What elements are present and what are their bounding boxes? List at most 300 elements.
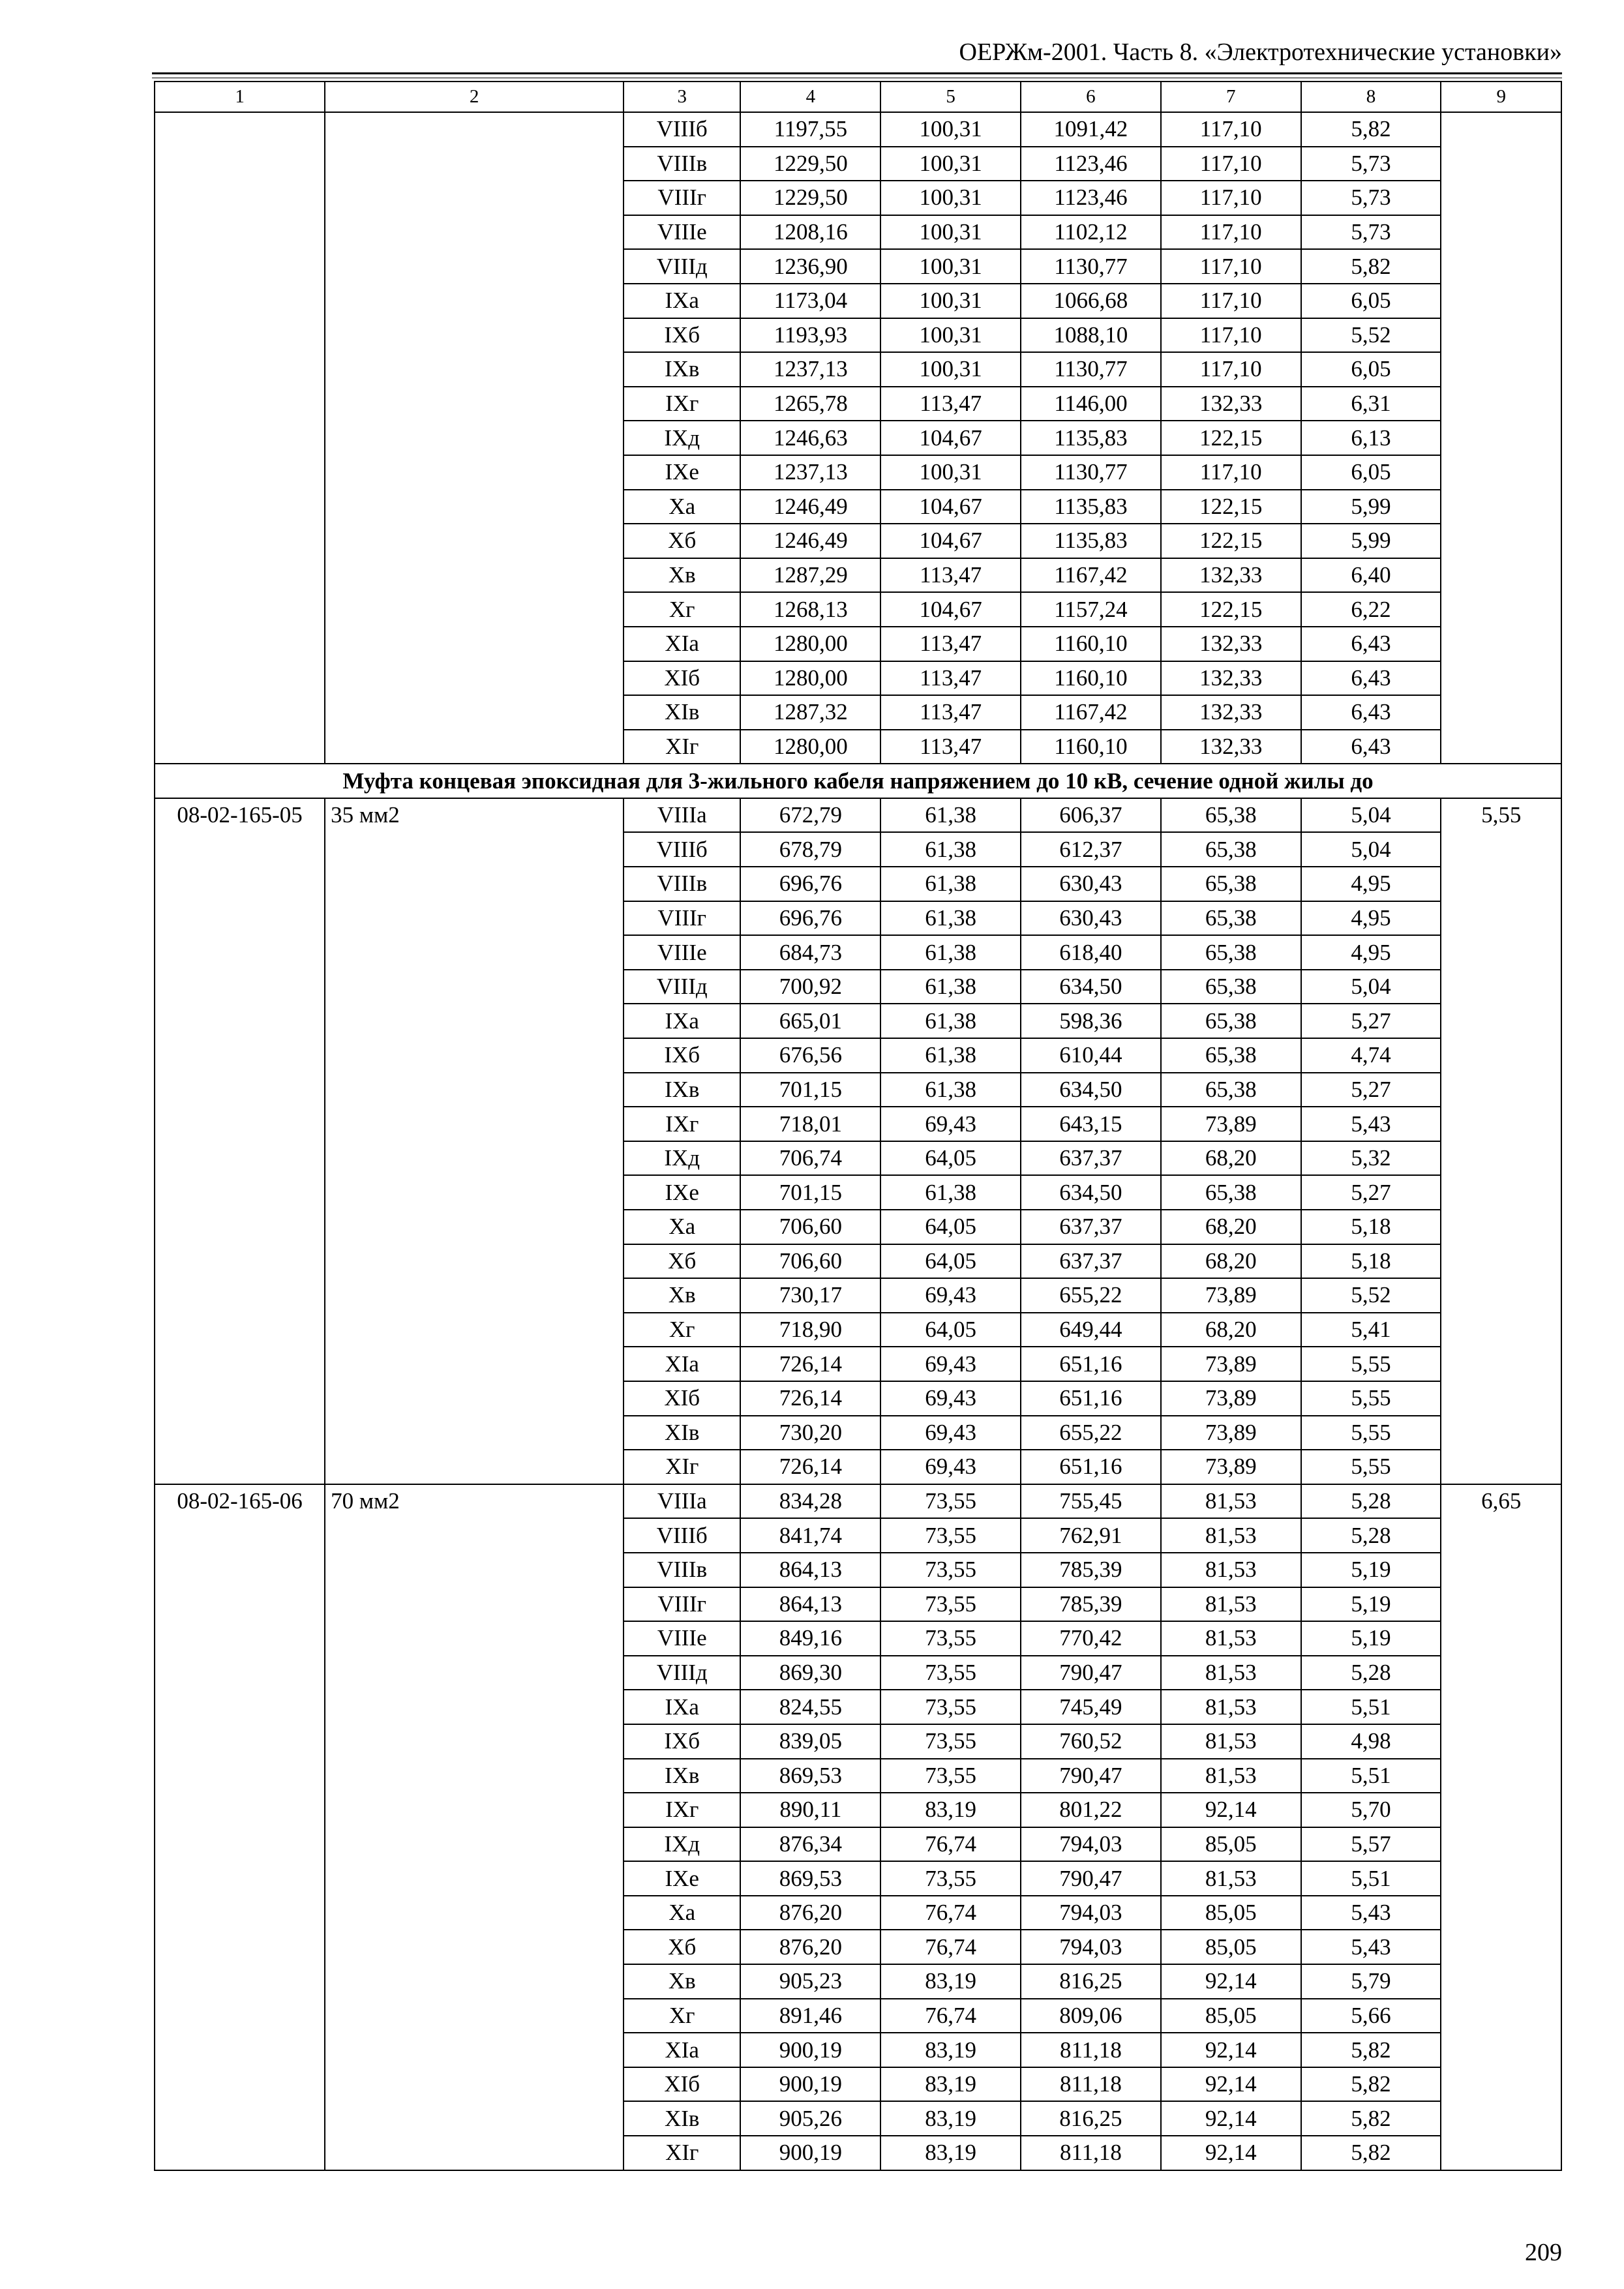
materials-cell: 651,16 [1021,1450,1161,1484]
wage-cell: 61,38 [880,1073,1021,1107]
labor-cell: 5,82 [1301,2033,1441,2067]
materials-cell: 637,37 [1021,1141,1161,1176]
zone-cell: Xа [624,1210,740,1244]
labor-cell: 5,27 [1301,1175,1441,1210]
wage-cell: 73,55 [880,1484,1021,1519]
zone-cell: Xб [624,524,740,558]
zone-cell: Xб [624,1930,740,1964]
labor-cell: 5,55 [1301,1416,1441,1450]
total-cost-cell: 1197,55 [740,112,880,147]
wage-cell: 100,31 [880,318,1021,353]
labor-cell: 6,05 [1301,455,1441,490]
zone-cell: VIIIв [624,867,740,901]
machinists-wage-cell: 65,38 [1161,1175,1301,1210]
machinists-wage-cell: 81,53 [1161,1861,1301,1896]
materials-cell: 634,50 [1021,970,1161,1004]
zone-cell: XIв [624,695,740,730]
machinists-wage-cell: 92,14 [1161,2033,1301,2067]
materials-cell: 630,43 [1021,901,1161,936]
total-cost-cell: 726,14 [740,1450,880,1484]
materials-cell: 649,44 [1021,1313,1161,1347]
materials-cell: 598,36 [1021,1004,1161,1038]
total-cost-cell: 676,56 [740,1038,880,1073]
total-cost-cell: 890,11 [740,1793,880,1827]
header-rule [152,72,1562,74]
column-number: 2 [325,82,624,112]
zone-cell: IXе [624,455,740,490]
materials-cell: 816,25 [1021,1964,1161,1999]
labor-cell: 5,04 [1301,798,1441,833]
wage-cell: 73,55 [880,1724,1021,1759]
total-cost-cell: 700,92 [740,970,880,1004]
labor-cell: 6,43 [1301,661,1441,696]
total-cost-cell: 869,30 [740,1656,880,1690]
zone-cell: Xа [624,490,740,524]
total-cost-cell: 1229,50 [740,181,880,215]
labor-cell: 5,28 [1301,1518,1441,1553]
machinists-wage-cell: 73,89 [1161,1278,1301,1313]
materials-cell: 770,42 [1021,1621,1161,1656]
zone-cell: XIб [624,2067,740,2102]
labor-cell: 5,43 [1301,1107,1441,1141]
zone-cell: VIIIб [624,1518,740,1553]
wage-cell: 73,55 [880,1656,1021,1690]
column-number: 5 [880,82,1021,112]
machinists-wage-cell: 92,14 [1161,2101,1301,2136]
materials-cell: 637,37 [1021,1210,1161,1244]
zone-cell: VIIIе [624,215,740,250]
machinists-wage-cell: 65,38 [1161,798,1301,833]
zone-cell: IXб [624,1724,740,1759]
wage-cell: 64,05 [880,1244,1021,1279]
materials-cell: 1135,83 [1021,490,1161,524]
zone-cell: XIа [624,1347,740,1381]
materials-cell: 651,16 [1021,1381,1161,1416]
materials-cell: 610,44 [1021,1038,1161,1073]
zone-cell: IXа [624,1690,740,1724]
labor-cell: 5,52 [1301,1278,1441,1313]
materials-cell: 790,47 [1021,1759,1161,1793]
zone-cell: XIг [624,2136,740,2170]
labor-cell: 4,98 [1301,1724,1441,1759]
col9-value: 5,55 [1441,798,1561,1484]
zone-cell: VIIIг [624,901,740,936]
machinists-wage-cell: 117,10 [1161,455,1301,490]
total-cost-cell: 672,79 [740,798,880,833]
zone-cell: IXг [624,1107,740,1141]
rate-code: 08-02-165-05 [155,798,325,1484]
zone-cell: IXв [624,1073,740,1107]
wage-cell: 83,19 [880,2136,1021,2170]
total-cost-cell: 1236,90 [740,249,880,284]
table-body [155,82,1561,2170]
materials-cell: 1091,42 [1021,112,1161,147]
materials-cell: 811,18 [1021,2033,1161,2067]
machinists-wage-cell: 81,53 [1161,1724,1301,1759]
wage-cell: 61,38 [880,832,1021,867]
machinists-wage-cell: 132,33 [1161,695,1301,730]
table-row [155,1484,1561,1519]
wage-cell: 73,55 [880,1587,1021,1622]
materials-cell: 1123,46 [1021,181,1161,215]
wage-cell: 104,67 [880,421,1021,455]
zone-cell: IXа [624,284,740,318]
total-cost-cell: 1246,63 [740,421,880,455]
zone-cell: IXв [624,1759,740,1793]
labor-cell: 6,13 [1301,421,1441,455]
zone-cell: IXд [624,1827,740,1862]
wage-cell: 104,67 [880,592,1021,627]
machinists-wage-cell: 81,53 [1161,1759,1301,1793]
wage-cell: 61,38 [880,970,1021,1004]
machinists-wage-cell: 132,33 [1161,627,1301,661]
total-cost-cell: 706,60 [740,1244,880,1279]
labor-cell: 4,95 [1301,867,1441,901]
total-cost-cell: 905,26 [740,2101,880,2136]
labor-cell: 5,27 [1301,1073,1441,1107]
machinists-wage-cell: 122,15 [1161,490,1301,524]
wage-cell: 83,19 [880,2101,1021,2136]
table-row [155,112,1561,147]
wage-cell: 61,38 [880,1004,1021,1038]
zone-cell: XIг [624,730,740,764]
total-cost-cell: 1265,78 [740,387,880,421]
materials-cell: 637,37 [1021,1244,1161,1279]
labor-cell: 6,43 [1301,730,1441,764]
wage-cell: 69,43 [880,1381,1021,1416]
labor-cell: 5,18 [1301,1210,1441,1244]
zone-cell: VIIIб [624,112,740,147]
materials-cell: 1160,10 [1021,661,1161,696]
wage-cell: 61,38 [880,935,1021,970]
total-cost-cell: 696,76 [740,867,880,901]
wage-cell: 113,47 [880,730,1021,764]
wage-cell: 83,19 [880,2033,1021,2067]
rates-table [154,81,1562,2171]
wage-cell: 69,43 [880,1107,1021,1141]
wage-cell: 100,31 [880,284,1021,318]
total-cost-cell: 726,14 [740,1347,880,1381]
materials-cell: 630,43 [1021,867,1161,901]
zone-cell: Xа [624,1896,740,1930]
total-cost-cell: 1268,13 [740,592,880,627]
zone-cell: VIIIд [624,970,740,1004]
zone-cell: IXг [624,387,740,421]
machinists-wage-cell: 85,05 [1161,1999,1301,2033]
labor-cell: 5,79 [1301,1964,1441,1999]
zone-cell: Xв [624,1278,740,1313]
machinists-wage-cell: 65,38 [1161,901,1301,936]
machinists-wage-cell: 122,15 [1161,421,1301,455]
column-number: 7 [1161,82,1301,112]
total-cost-cell: 905,23 [740,1964,880,1999]
wage-cell: 69,43 [880,1450,1021,1484]
machinists-wage-cell: 117,10 [1161,352,1301,387]
zone-cell: IXб [624,1038,740,1073]
materials-cell: 618,40 [1021,935,1161,970]
wage-cell: 76,74 [880,1896,1021,1930]
materials-cell: 1160,10 [1021,730,1161,764]
total-cost-cell: 665,01 [740,1004,880,1038]
wage-cell: 76,74 [880,1930,1021,1964]
section-row [155,764,1561,798]
materials-cell: 794,03 [1021,1827,1161,1862]
labor-cell: 5,73 [1301,215,1441,250]
machinists-wage-cell: 81,53 [1161,1587,1301,1622]
machinists-wage-cell: 92,14 [1161,1964,1301,1999]
machinists-wage-cell: 81,53 [1161,1690,1301,1724]
machinists-wage-cell: 65,38 [1161,935,1301,970]
machinists-wage-cell: 65,38 [1161,867,1301,901]
machinists-wage-cell: 81,53 [1161,1621,1301,1656]
labor-cell: 5,55 [1301,1381,1441,1416]
machinists-wage-cell: 65,38 [1161,1038,1301,1073]
materials-cell: 1167,42 [1021,558,1161,593]
total-cost-cell: 1193,93 [740,318,880,353]
wage-cell: 100,31 [880,215,1021,250]
col9-value: 6,65 [1441,1484,1561,2170]
labor-cell: 6,05 [1301,284,1441,318]
zone-cell: VIIIе [624,935,740,970]
rate-code: 08-02-165-06 [155,1484,325,2170]
labor-cell: 4,74 [1301,1038,1441,1073]
labor-cell: 5,43 [1301,1930,1441,1964]
machinists-wage-cell: 92,14 [1161,2136,1301,2170]
wage-cell: 83,19 [880,1793,1021,1827]
total-cost-cell: 824,55 [740,1690,880,1724]
labor-cell: 5,73 [1301,181,1441,215]
labor-cell: 5,82 [1301,112,1441,147]
materials-cell: 816,25 [1021,2101,1161,2136]
labor-cell: 5,51 [1301,1690,1441,1724]
machinists-wage-cell: 132,33 [1161,661,1301,696]
machinists-wage-cell: 65,38 [1161,970,1301,1004]
machinists-wage-cell: 132,33 [1161,387,1301,421]
materials-cell: 1160,10 [1021,627,1161,661]
materials-cell: 801,22 [1021,1793,1161,1827]
machinists-wage-cell: 92,14 [1161,2067,1301,2102]
wage-cell: 104,67 [880,490,1021,524]
materials-cell: 1130,77 [1021,455,1161,490]
materials-cell: 643,15 [1021,1107,1161,1141]
wage-cell: 113,47 [880,558,1021,593]
materials-cell: 1135,83 [1021,524,1161,558]
machinists-wage-cell: 73,89 [1161,1347,1301,1381]
zone-cell: VIIIд [624,1656,740,1690]
column-number: 4 [740,82,880,112]
zone-cell: VIIIе [624,1621,740,1656]
labor-cell: 6,43 [1301,695,1441,730]
zone-cell: XIв [624,2101,740,2136]
total-cost-cell: 900,19 [740,2067,880,2102]
labor-cell: 5,28 [1301,1484,1441,1519]
machinists-wage-cell: 85,05 [1161,1827,1301,1862]
zone-cell: VIIIб [624,832,740,867]
column-number: 9 [1441,82,1561,112]
machinists-wage-cell: 117,10 [1161,181,1301,215]
wage-cell: 64,05 [880,1313,1021,1347]
labor-cell: 5,55 [1301,1347,1441,1381]
labor-cell: 6,31 [1301,387,1441,421]
machinists-wage-cell: 81,53 [1161,1656,1301,1690]
total-cost-cell: 1173,04 [740,284,880,318]
total-cost-cell: 891,46 [740,1999,880,2033]
table-row [155,798,1561,833]
materials-cell: 809,06 [1021,1999,1161,2033]
zone-cell: VIIIд [624,249,740,284]
total-cost-cell: 849,16 [740,1621,880,1656]
zone-cell: XIг [624,1450,740,1484]
materials-cell: 1123,46 [1021,147,1161,181]
wage-cell: 76,74 [880,1999,1021,2033]
wage-cell: 61,38 [880,867,1021,901]
column-number: 1 [155,82,325,112]
total-cost-cell: 839,05 [740,1724,880,1759]
zone-cell: Xв [624,1964,740,1999]
total-cost-cell: 876,20 [740,1930,880,1964]
total-cost-cell: 706,74 [740,1141,880,1176]
labor-cell: 6,05 [1301,352,1441,387]
machinists-wage-cell: 132,33 [1161,730,1301,764]
wage-cell: 73,55 [880,1690,1021,1724]
total-cost-cell: 1237,13 [740,352,880,387]
machinists-wage-cell: 92,14 [1161,1793,1301,1827]
machinists-wage-cell: 117,10 [1161,147,1301,181]
total-cost-cell: 701,15 [740,1175,880,1210]
labor-cell: 5,19 [1301,1587,1441,1622]
machinists-wage-cell: 85,05 [1161,1896,1301,1930]
total-cost-cell: 1280,00 [740,730,880,764]
wage-cell: 61,38 [880,798,1021,833]
total-cost-cell: 701,15 [740,1073,880,1107]
total-cost-cell: 1287,32 [740,695,880,730]
labor-cell: 5,99 [1301,490,1441,524]
total-cost-cell: 1246,49 [740,490,880,524]
total-cost-cell: 876,34 [740,1827,880,1862]
total-cost-cell: 1280,00 [740,661,880,696]
zone-cell: IXд [624,1141,740,1176]
machinists-wage-cell: 117,10 [1161,318,1301,353]
total-cost-cell: 684,73 [740,935,880,970]
wage-cell: 83,19 [880,1964,1021,1999]
machinists-wage-cell: 73,89 [1161,1450,1301,1484]
machinists-wage-cell: 68,20 [1161,1244,1301,1279]
total-cost-cell: 730,17 [740,1278,880,1313]
rate-code [155,112,325,764]
total-cost-cell: 869,53 [740,1759,880,1793]
materials-cell: 1130,77 [1021,249,1161,284]
materials-cell: 612,37 [1021,832,1161,867]
machinists-wage-cell: 81,53 [1161,1553,1301,1587]
labor-cell: 4,95 [1301,901,1441,936]
machinists-wage-cell: 81,53 [1161,1484,1301,1519]
zone-cell: IXа [624,1004,740,1038]
labor-cell: 5,82 [1301,2101,1441,2136]
rate-name [325,112,624,764]
wage-cell: 73,55 [880,1861,1021,1896]
machinists-wage-cell: 117,10 [1161,284,1301,318]
zone-cell: XIа [624,627,740,661]
machinists-wage-cell: 65,38 [1161,1004,1301,1038]
wage-cell: 64,05 [880,1141,1021,1176]
machinists-wage-cell: 117,10 [1161,112,1301,147]
column-number: 6 [1021,82,1161,112]
materials-cell: 790,47 [1021,1656,1161,1690]
materials-cell: 790,47 [1021,1861,1161,1896]
total-cost-cell: 1287,29 [740,558,880,593]
rate-name: 35 мм2 [325,798,624,1484]
total-cost-cell: 1229,50 [740,147,880,181]
materials-cell: 1135,83 [1021,421,1161,455]
wage-cell: 83,19 [880,2067,1021,2102]
total-cost-cell: 869,53 [740,1861,880,1896]
column-number: 3 [624,82,740,112]
total-cost-cell: 718,01 [740,1107,880,1141]
wage-cell: 113,47 [880,695,1021,730]
labor-cell: 5,52 [1301,318,1441,353]
wage-cell: 73,55 [880,1518,1021,1553]
labor-cell: 6,22 [1301,592,1441,627]
zone-cell: Xг [624,1313,740,1347]
wage-cell: 76,74 [880,1827,1021,1862]
machinists-wage-cell: 117,10 [1161,215,1301,250]
total-cost-cell: 1208,16 [740,215,880,250]
materials-cell: 1102,12 [1021,215,1161,250]
materials-cell: 1088,10 [1021,318,1161,353]
labor-cell: 5,82 [1301,2067,1441,2102]
materials-cell: 1157,24 [1021,592,1161,627]
materials-cell: 811,18 [1021,2136,1161,2170]
materials-cell: 760,52 [1021,1724,1161,1759]
machinists-wage-cell: 65,38 [1161,1073,1301,1107]
labor-cell: 5,27 [1301,1004,1441,1038]
materials-cell: 762,91 [1021,1518,1161,1553]
zone-cell: IXд [624,421,740,455]
labor-cell: 5,73 [1301,147,1441,181]
materials-cell: 651,16 [1021,1347,1161,1381]
materials-cell: 794,03 [1021,1930,1161,1964]
labor-cell: 5,82 [1301,249,1441,284]
wage-cell: 61,38 [880,1038,1021,1073]
zone-cell: IXе [624,1861,740,1896]
wage-cell: 69,43 [880,1347,1021,1381]
page-number: 209 [1525,2239,1562,2266]
total-cost-cell: 1280,00 [740,627,880,661]
zone-cell: XIб [624,1381,740,1416]
wage-cell: 104,67 [880,524,1021,558]
wage-cell: 69,43 [880,1278,1021,1313]
labor-cell: 5,70 [1301,1793,1441,1827]
machinists-wage-cell: 85,05 [1161,1930,1301,1964]
materials-cell: 745,49 [1021,1690,1161,1724]
wage-cell: 73,55 [880,1759,1021,1793]
machinists-wage-cell: 81,53 [1161,1518,1301,1553]
labor-cell: 5,57 [1301,1827,1441,1862]
labor-cell: 5,51 [1301,1759,1441,1793]
zone-cell: Xв [624,558,740,593]
materials-cell: 794,03 [1021,1896,1161,1930]
materials-cell: 1146,00 [1021,387,1161,421]
labor-cell: 5,43 [1301,1896,1441,1930]
wage-cell: 100,31 [880,249,1021,284]
materials-cell: 755,45 [1021,1484,1161,1519]
total-cost-cell: 876,20 [740,1896,880,1930]
total-cost-cell: 678,79 [740,832,880,867]
column-number: 8 [1301,82,1441,112]
machinists-wage-cell: 117,10 [1161,249,1301,284]
section-title: Муфта концевая эпоксидная для 3-жильного кабеля напряжением до 10 кВ, сечение одной жилы до [155,764,1561,798]
zone-cell: XIб [624,661,740,696]
